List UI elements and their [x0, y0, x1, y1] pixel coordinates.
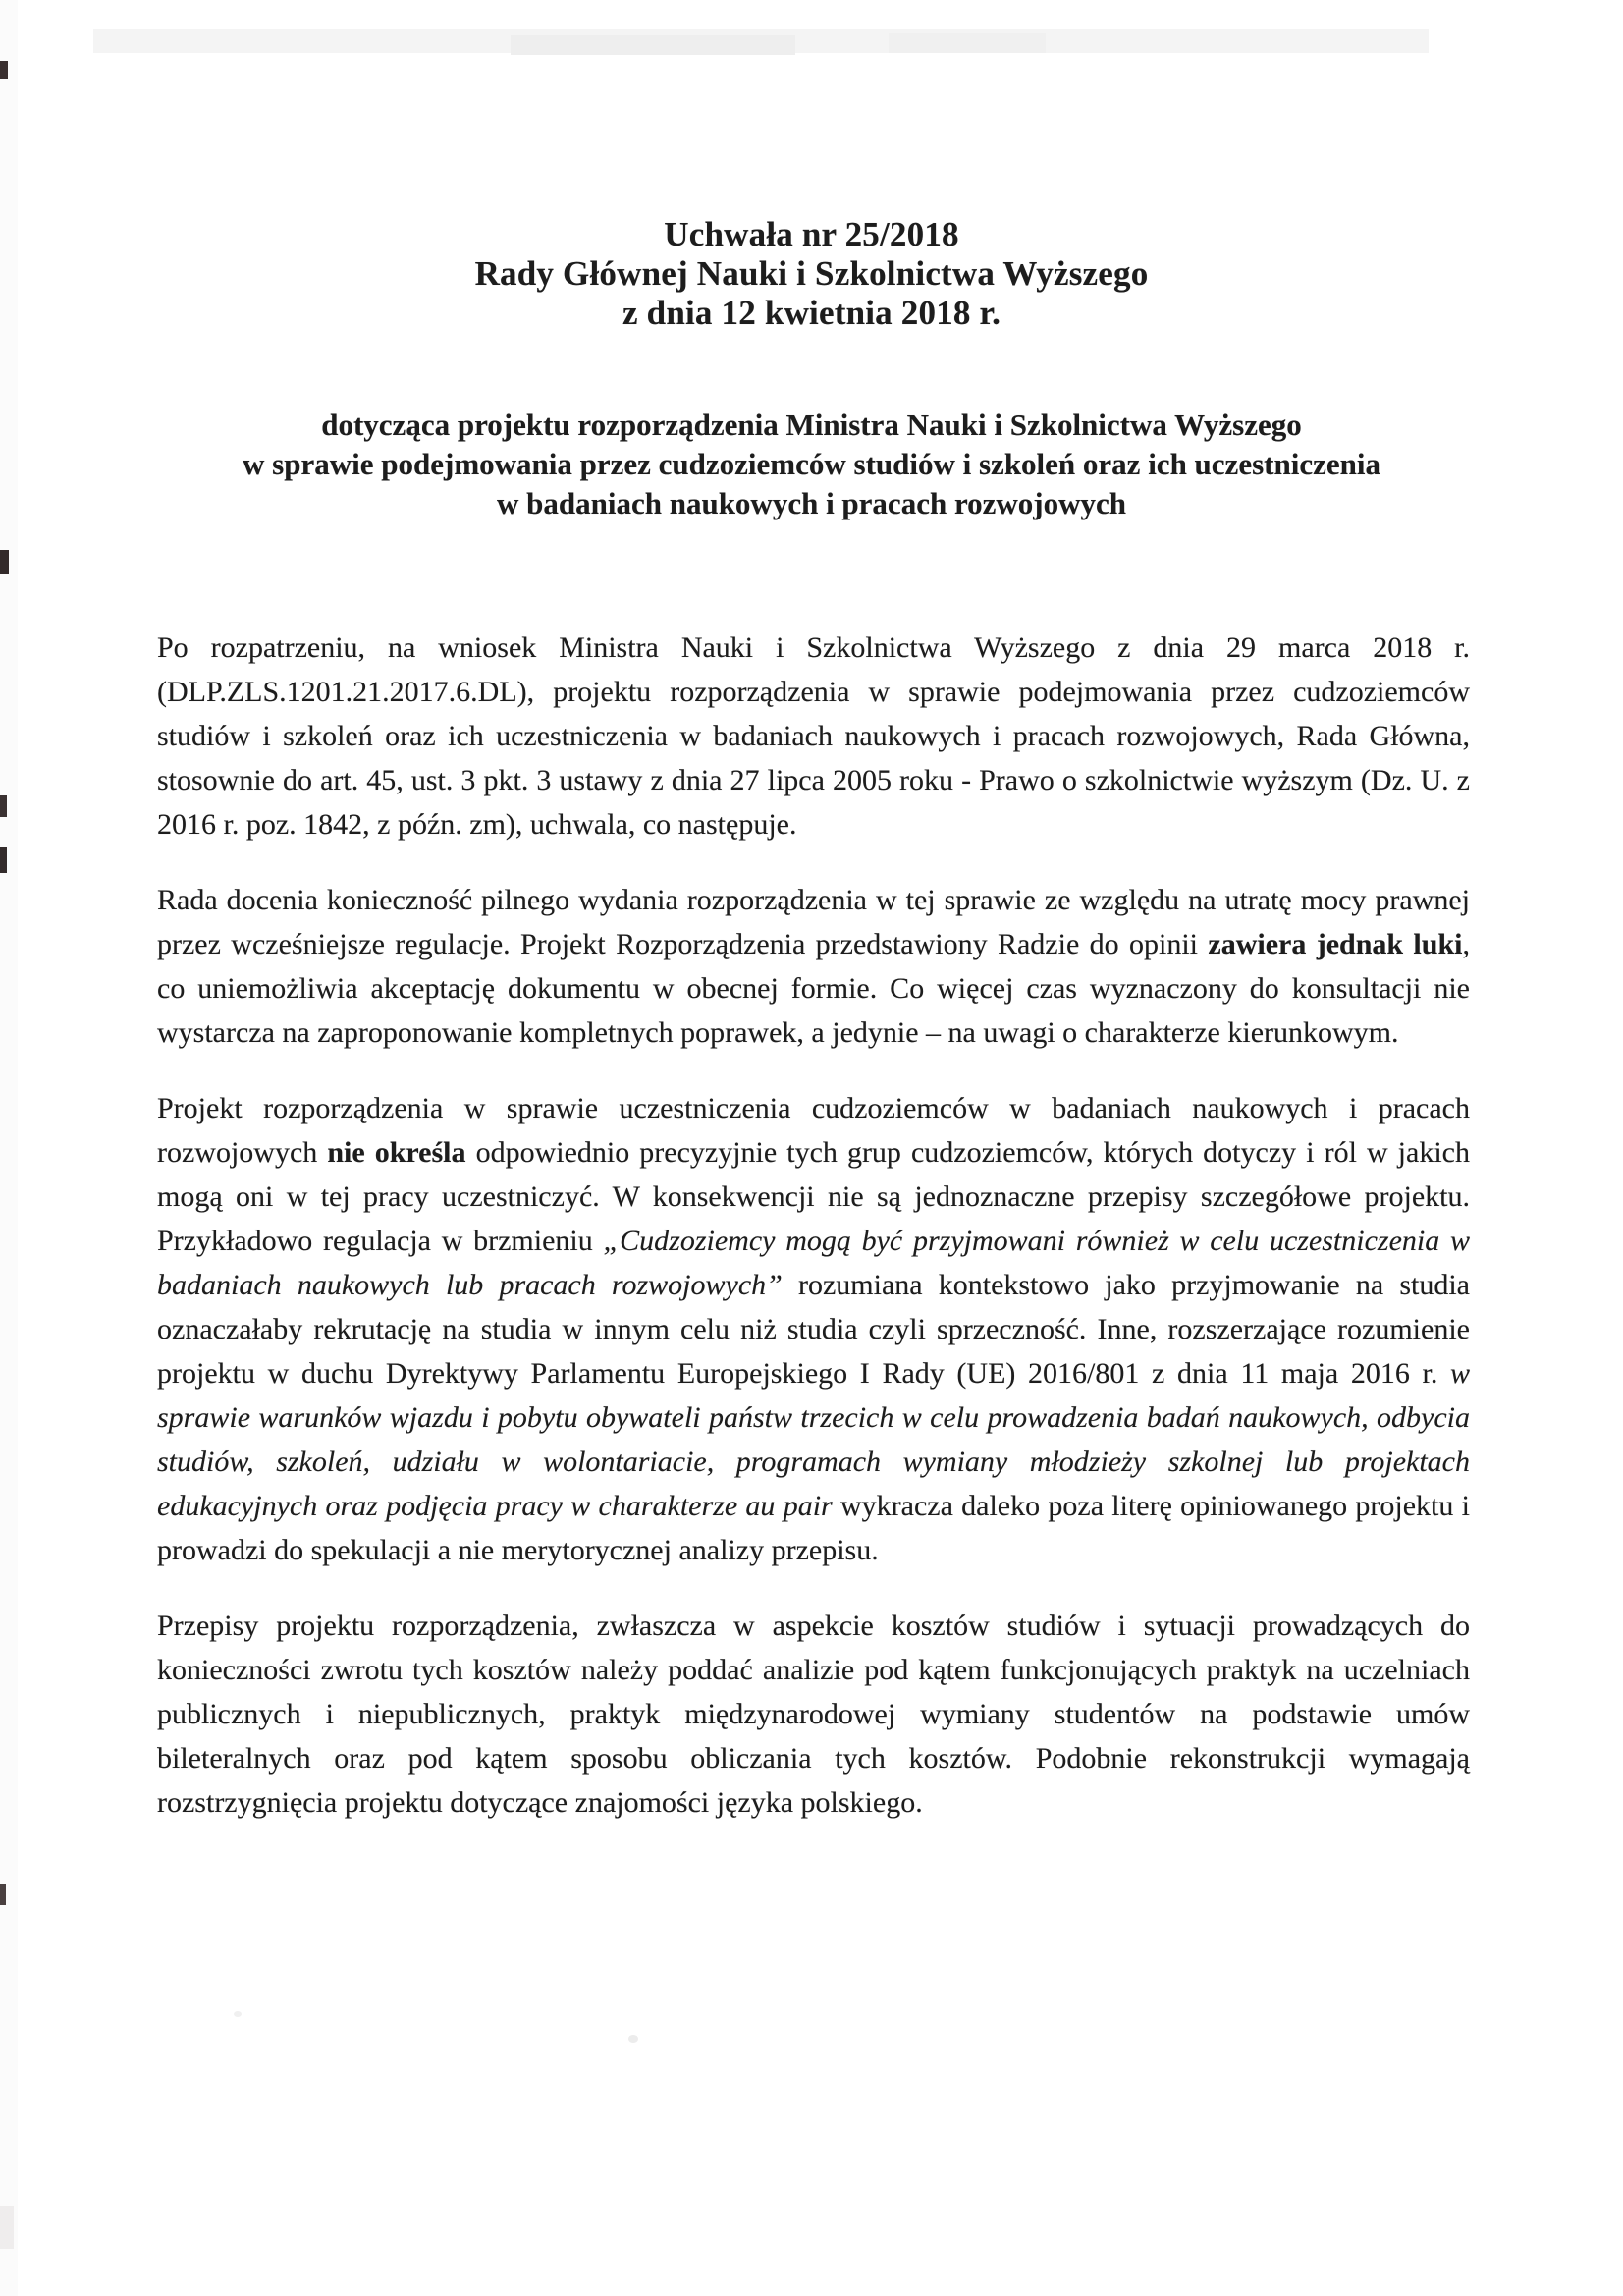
text-run: zawiera jednak luki [1208, 928, 1463, 960]
text-run: wykracza daleko poza literę opiniowanego projektu i prowadzi do spekulacji a nie merytorycznej analizy przepisu. [157, 1490, 1470, 1566]
text-run: w sprawie warunków wjazdu i pobytu obywateli państw trzecich w celu prowadzenia badań naukowych, odbycia studiów, szkoleń, udziału w wolontariacie, programach wymiany młodzieży szkolnej lub projektach edukacyjnych oraz podjęcia pracy w charakterze au pair [157, 1357, 1470, 1522]
text-run: odpowiednio precyzyjnie tych grup cudzoziemców, których dotyczy i ról w jakich mogą oni w tej pracy uczestniczyć. W konsekwencji nie są jednoznaczne przepisy szczegółowe projektu. Przykładowo regulacja w brzmieniu [157, 1136, 1470, 1257]
text-run: , co uniemożliwia akceptację dokumentu w obecnej formie. Co więcej czas wyznaczony do konsultacji nie wystarcza na zaproponowanie kompletnych poprawek, a jedynie – na uwagi o charakterze kierunkowym. [157, 928, 1470, 1049]
paragraph [157, 1604, 1470, 1825]
subtitle-line-1: dotycząca projektu rozporządzenia Ministra Nauki i Szkolnictwa Wyższego [321, 408, 1302, 442]
text-run: Projekt rozporządzenia w sprawie uczestniczenia cudzoziemców w badaniach naukowych i pracach rozwojowych [157, 1092, 1470, 1169]
paragraph [157, 878, 1470, 1055]
scan-artifact [628, 2035, 638, 2043]
title-line-2: Rady Głównej Nauki i Szkolnictwa Wyższego [474, 254, 1149, 293]
document-subtitle [0, 406, 1623, 523]
text-run: nie określa [327, 1136, 466, 1169]
subtitle-line-2: w sprawie podejmowania przez cudzoziemców studiów i szkoleń oraz ich uczestniczenia [243, 447, 1380, 481]
document-title [0, 0, 1623, 333]
scan-artifact [0, 1884, 6, 1905]
paragraph [157, 1086, 1470, 1572]
text-run: Rada docenia konieczność pilnego wydania rozporządzenia w tej sprawie ze względu na utratę mocy prawnej przez wcześniejsze regulacje. Projekt Rozporządzenia przedstawiony Radzie do opinii [157, 884, 1470, 960]
text-run: rozumiana kontekstowo jako przyjmowanie na studia oznaczałaby rekrutację na studia w innym celu niż studia czyli sprzeczność. Inne, rozszerzające rozumienie projektu w duchu Dyrektywy Parlamentu Europejskiego I Rady (UE) 2016/801 z dnia 11 maja 2016 r. [157, 1269, 1470, 1390]
text-run: Przepisy projektu rozporządzenia, zwłaszcza w aspekcie kosztów studiów i sytuacji prowadzących do konieczności zwrotu tych kosztów należy poddać analizie pod kątem funkcjonujących praktyk na uczelniach publicznych i niepublicznych, praktyk międzynarodowej wymiany studentów na podstawie umów bileteralnych oraz pod kątem sposobu obliczania tych kosztów. Podobnie rekonstrukcji wymagają rozstrzygnięcia projektu dotyczące znajomości języka polskiego. [157, 1610, 1470, 1819]
scan-artifact [0, 2206, 14, 2249]
scan-artifact [0, 550, 9, 574]
scan-artifact [0, 795, 7, 817]
text-run: Po rozpatrzeniu, na wniosek Ministra Nauki i Szkolnictwa Wyższego z dnia 29 marca 2018 r. (DLP.ZLS.1201.21.2017.6.DL), projektu rozporządzenia w sprawie podejmowania przez cudzoziemców studiów i szkoleń oraz ich uczestniczenia w badaniach naukowych i pracach rozwojowych, Rada Główna, stosownie do art. 45, ust. 3 pkt. 3 ustawy z dnia 27 lipca 2005 roku - Prawo o szkolnictwie wyższym (Dz. U. z 2016 r. poz. 1842, z późn. zm), uchwala, co następuje. [157, 631, 1470, 841]
title-line-3: z dnia 12 kwietnia 2018 r. [622, 294, 1001, 332]
paragraph [157, 626, 1470, 847]
text-run: „Cudzoziemcy mogą być przyjmowani również w celu uczestniczenia w badaniach naukowych lub pracach rozwojowych” [157, 1225, 1470, 1301]
subtitle-line-3: w badaniach naukowych i pracach rozwojowych [496, 486, 1126, 520]
scan-artifact [234, 2011, 242, 2017]
document-body [157, 626, 1470, 1825]
title-line-1: Uchwała nr 25/2018 [664, 215, 959, 253]
scan-artifact [0, 847, 7, 873]
scan-edge-strip [0, 0, 18, 2296]
